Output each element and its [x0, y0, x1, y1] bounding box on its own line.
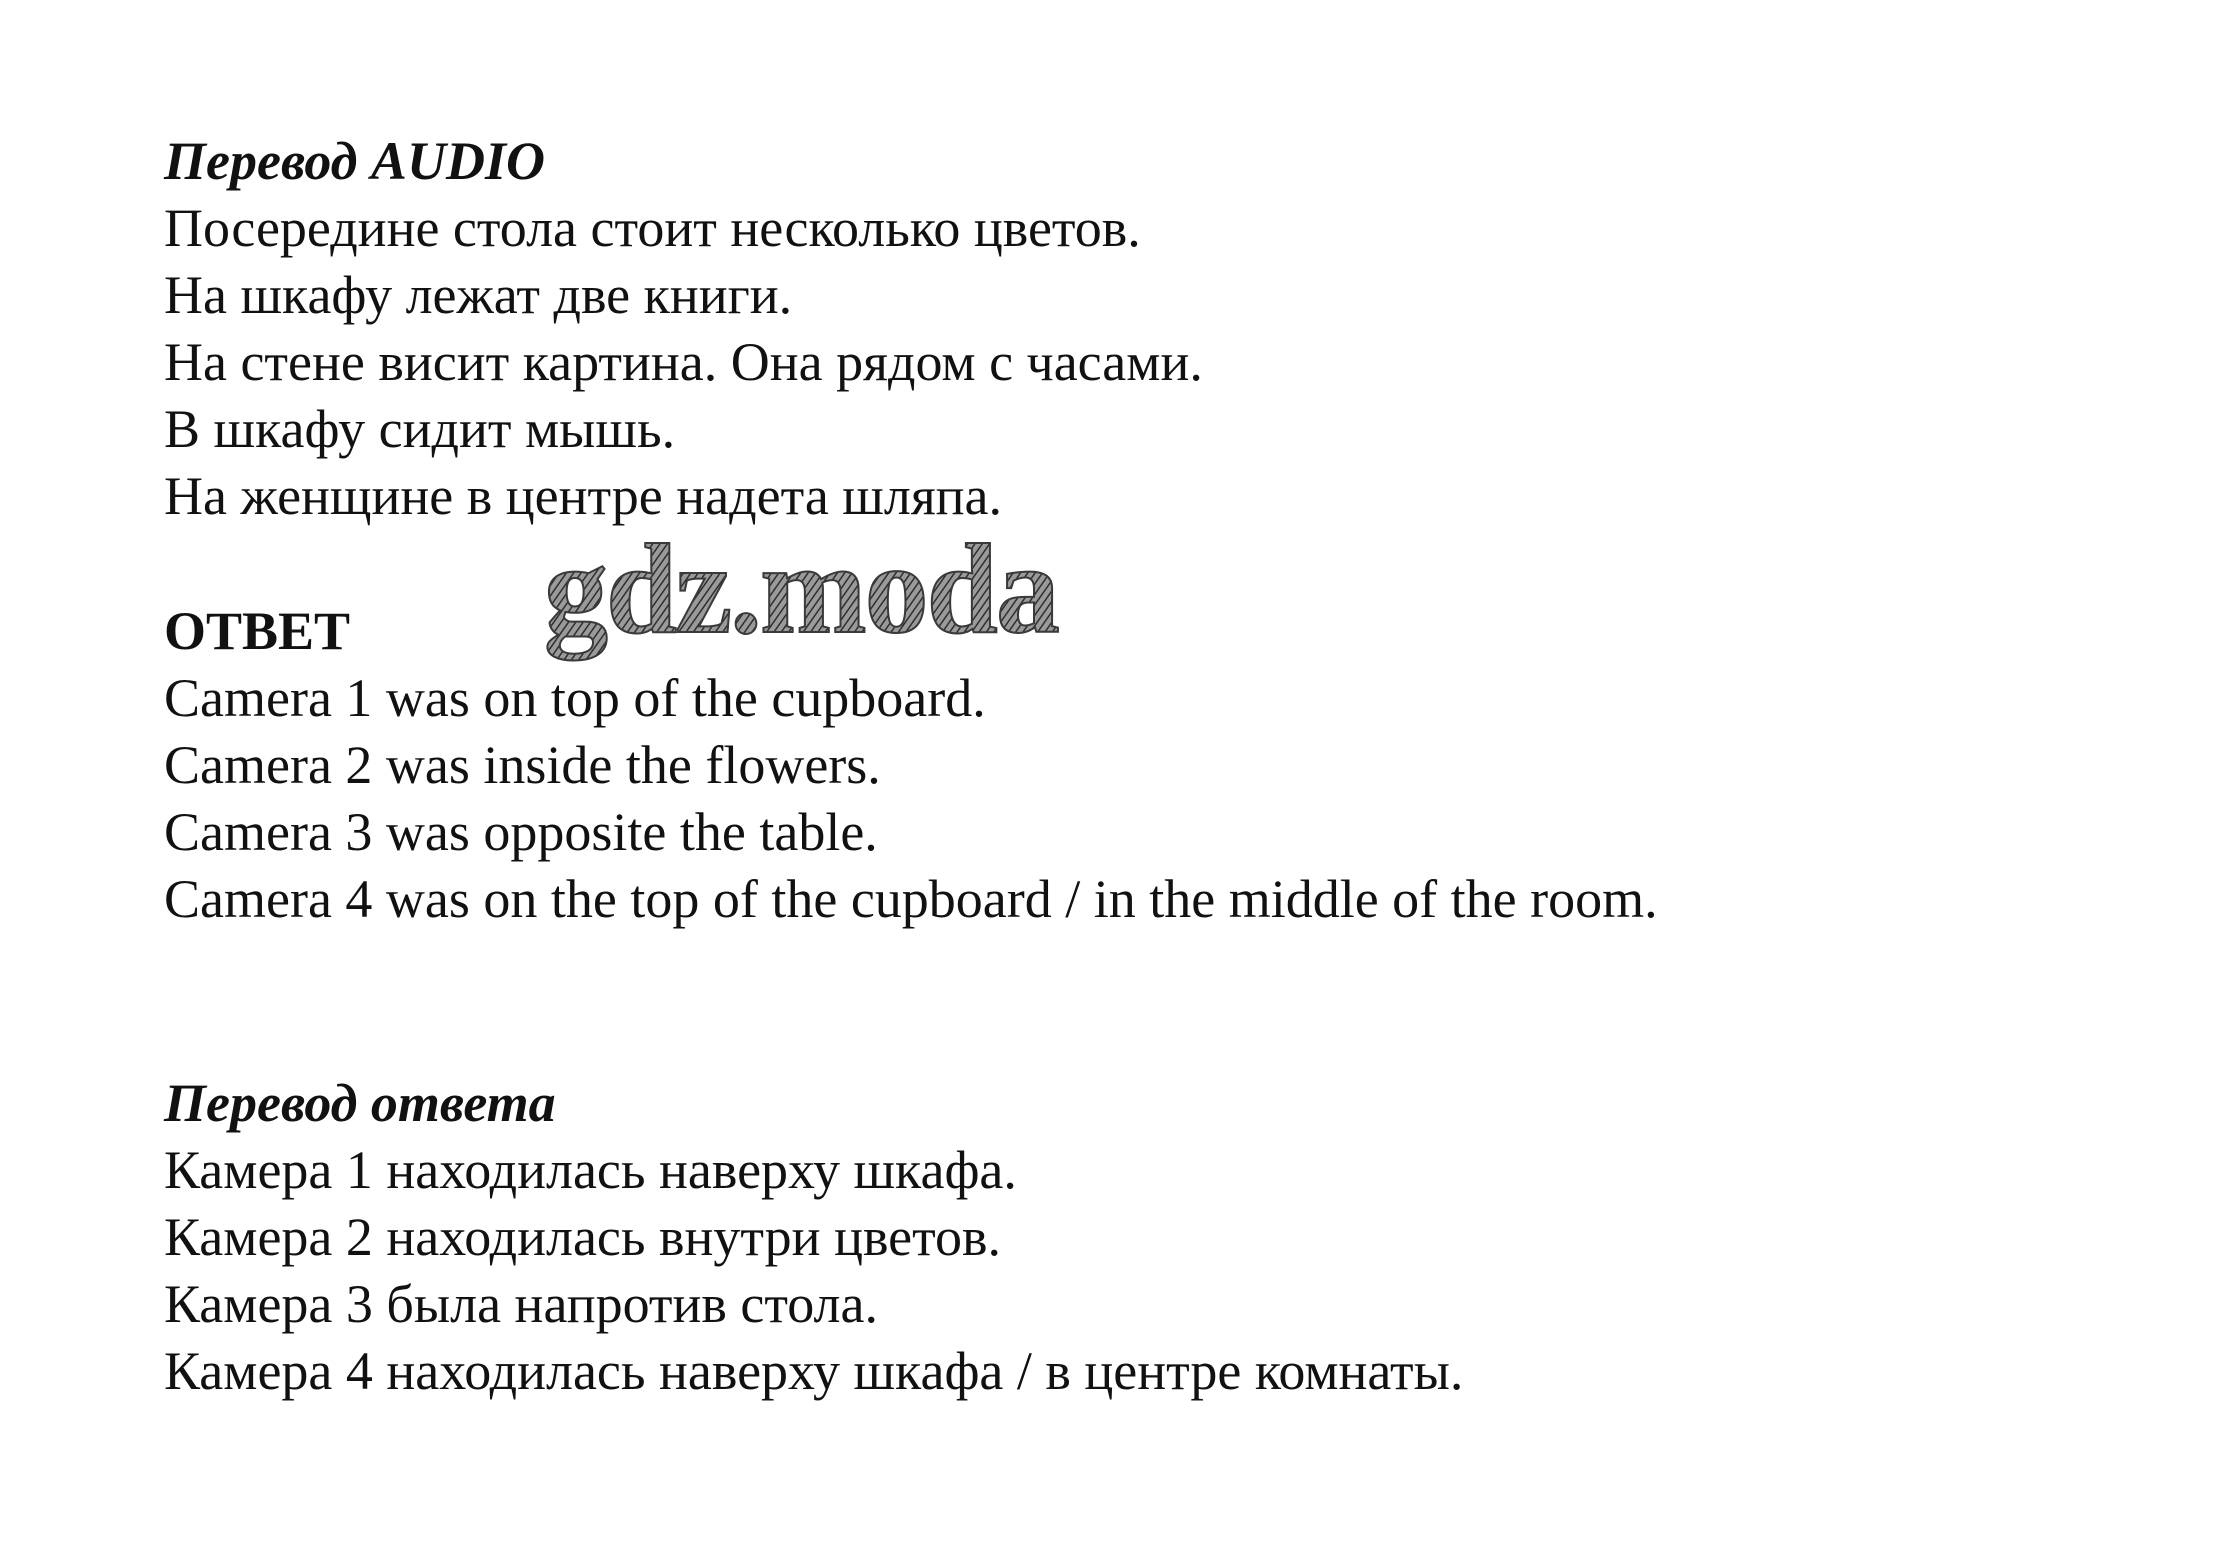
- audio-line-5: На женщине в центре надета шляпа.: [164, 466, 1003, 526]
- watermark-logo: [540, 536, 1180, 686]
- translation-line-2: Камера 2 находилась внутри цветов.: [164, 1207, 1001, 1267]
- audio-translation-heading: Перевод AUDIO: [164, 131, 545, 191]
- section-spacer: [164, 933, 2144, 1070]
- audio-line-1: Посередине стола стоит несколько цветов.: [164, 198, 1141, 258]
- audio-line-3: На стене висит картина. Она рядом с часами.: [164, 332, 1203, 392]
- answer-line-4: Camera 4 was on the top of the cupboard / in the middle of the room.: [164, 869, 1658, 929]
- translation-line-3: Камера 3 была напротив стола.: [164, 1274, 878, 1334]
- answer-line-2: Camera 2 was inside the flowers.: [164, 735, 881, 795]
- answer-line-3: Camera 3 was opposite the table.: [164, 802, 878, 862]
- answer-translation-heading: Перевод ответа: [164, 1073, 556, 1133]
- audio-line-2: На шкафу лежат две книги.: [164, 265, 793, 325]
- audio-line-4: В шкафу сидит мышь.: [164, 399, 676, 459]
- translation-line-1: Камера 1 находилась наверху шкафа.: [164, 1140, 1017, 1200]
- translation-line-4: Камера 4 находилась наверху шкафа / в центре комнаты.: [164, 1341, 1464, 1401]
- document-page: [164, 128, 2144, 1405]
- answer-line-1: Camera 1 was on top of the cupboard.: [164, 668, 986, 728]
- answer-heading: ОТВЕТ: [164, 601, 351, 661]
- svg-text:gdz.moda: gdz.moda: [544, 536, 1058, 660]
